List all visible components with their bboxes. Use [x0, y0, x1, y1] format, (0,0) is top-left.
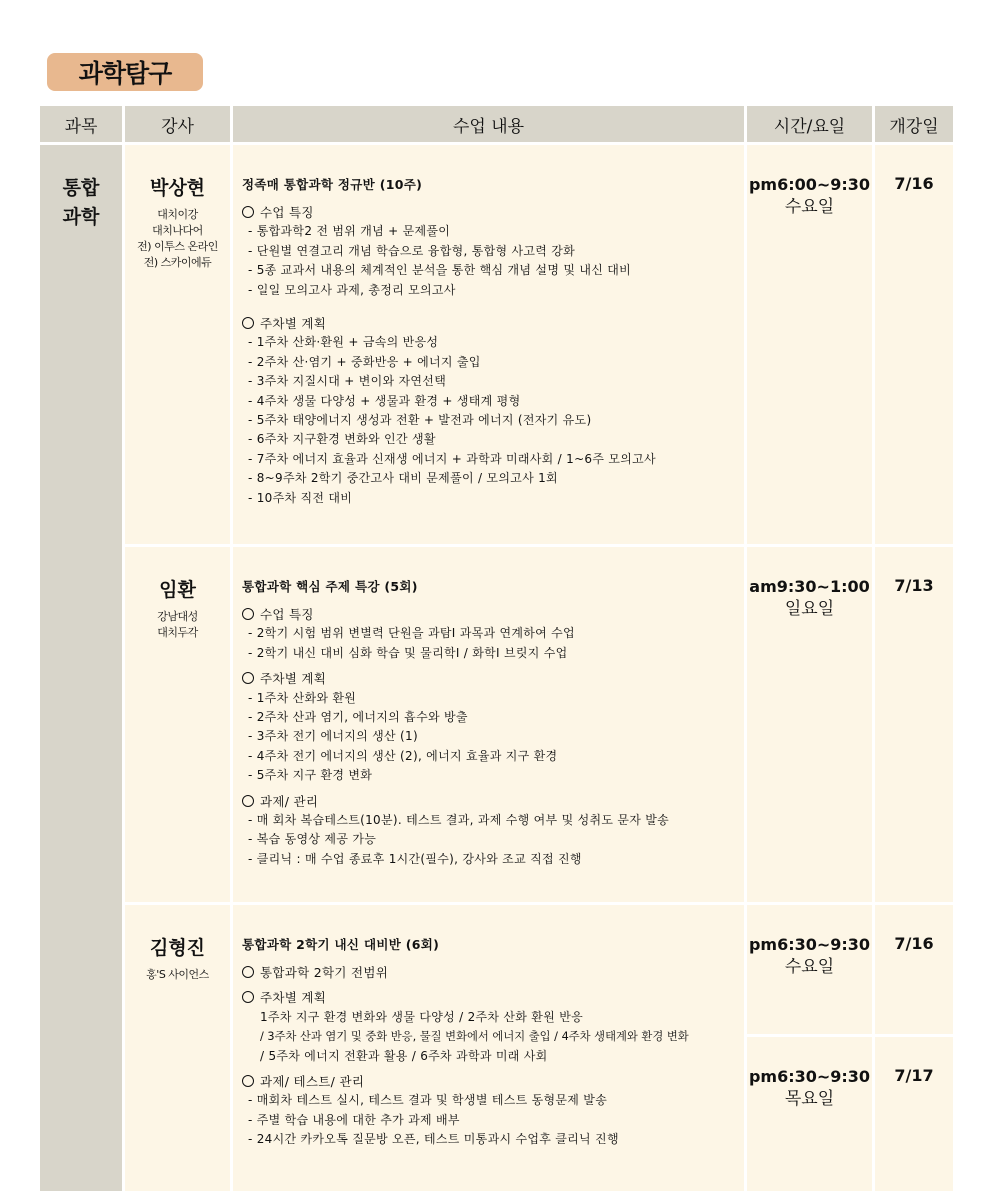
list-item: - 3주차 전기 에너지의 생산 (1) — [248, 729, 418, 744]
class-time — [747, 174, 872, 218]
time-range: pm6:30~9:30 — [748, 1067, 871, 1086]
list-item: - 5주차 태양에너지 생성과 전환 + 발전과 에너지 (전자기 유도) — [248, 413, 592, 428]
class-title: 통합과학 2학기 내신 대비반 (6회) — [242, 937, 440, 952]
circle-bullet-icon — [242, 795, 254, 807]
list-item: - 2주차 산과 염기, 에너지의 흡수와 방출 — [248, 710, 468, 725]
time-range: am9:30~1:00 — [749, 577, 870, 596]
open-date-cell — [875, 145, 953, 544]
content-cell — [233, 145, 744, 544]
teacher-info-line: 홍'S 사이언스 — [146, 968, 209, 981]
teacher-info-line: 전) 이투스 온라인 — [137, 240, 218, 253]
teacher-name: 박상현 — [149, 177, 206, 199]
open-date-cell — [875, 1037, 953, 1191]
teacher-cell — [125, 547, 230, 902]
content-section — [242, 1072, 744, 1150]
circle-bullet-icon — [242, 966, 254, 978]
list-item: - 24시간 카카오톡 질문방 오픈, 테스트 미통과시 수업후 클리닉 진행 — [248, 1132, 619, 1147]
content-cell — [233, 547, 744, 902]
list-item: - 6주차 지구환경 변화와 인간 생활 — [248, 432, 436, 447]
circle-bullet-icon — [242, 991, 254, 1003]
list-item: - 2주차 산·염기 + 중화반응 + 에너지 출입 — [248, 354, 481, 369]
list-item: - 클리닉 : 매 수업 종료후 1시간(필수), 강사와 조교 직접 진행 — [248, 851, 582, 866]
circle-bullet-icon — [242, 206, 254, 218]
content-section — [242, 605, 744, 663]
teacher-info-line: 대치두각 — [157, 626, 198, 639]
list-item: 1주차 지구 환경 변화와 생물 다양성 / 2주차 산화 환원 반응 — [260, 1009, 583, 1024]
time-range: pm6:00~9:30 — [748, 175, 871, 194]
list-item: / 3주차 산과 염기 및 중화 반응, 물질 변화에서 에너지 출입 / 4주차 생태계와 환경 변화 — [260, 1030, 689, 1044]
teacher-name: 임환 — [159, 579, 196, 601]
weekday: 수요일 — [784, 957, 835, 977]
section-heading: 과제/ 테스트/ 관리 — [242, 1072, 744, 1091]
list-item: - 4주차 전기 에너지의 생산 (2), 에너지 효율과 지구 환경 — [248, 748, 558, 763]
section-heading: 통합과학 2학기 전범위 — [242, 963, 744, 982]
class-time — [747, 1066, 872, 1110]
header-teacher: 강사 — [125, 106, 230, 142]
open-date: 7/16 — [894, 934, 934, 953]
section-heading: 과제/ 관리 — [242, 792, 744, 811]
list-item: - 7주차 에너지 효율과 신재생 에너지 + 과학과 미래사회 / 1~6주 모의고사 — [248, 451, 656, 466]
circle-bullet-icon — [242, 608, 254, 620]
header-time: 시간/요일 — [747, 106, 872, 142]
weekday: 목요일 — [784, 1089, 835, 1109]
list-item: - 단원별 연결고리 개념 학습으로 융합형, 통합형 사고력 강화 — [248, 243, 576, 258]
list-item: - 통합과학2 전 범위 개념 + 문제풀이 — [248, 224, 451, 239]
list-item: - 2학기 내신 대비 심화 학습 및 물리학Ⅰ / 화학Ⅰ 브릿지 수업 — [248, 645, 568, 660]
teacher-info-line: 대치이강 — [157, 208, 198, 221]
section-heading: 수업 특징 — [242, 605, 744, 624]
teacher-cell — [125, 905, 230, 1191]
teacher-info-line: 강남대성 — [157, 610, 198, 623]
subject-line-1: 통합 — [62, 177, 100, 199]
circle-bullet-icon — [242, 317, 254, 329]
header-open-date: 개강일 — [875, 106, 953, 142]
class-time — [747, 934, 872, 978]
teacher-name: 김형진 — [149, 937, 206, 959]
open-date: 7/13 — [894, 576, 934, 595]
time-cell — [747, 547, 872, 902]
list-item: - 5종 교과서 내용의 체계적인 분석을 통한 핵심 개념 설명 및 내신 대비 — [248, 263, 632, 278]
teacher-info-line: 대치나다어 — [152, 224, 203, 237]
open-date-cell — [875, 905, 953, 1034]
subject-name — [40, 174, 122, 232]
teacher-info — [125, 967, 230, 983]
list-item: - 매 회차 복습테스트(10분). 테스트 결과, 과제 수행 여부 및 성취도 문자 발송 — [248, 813, 670, 828]
class-title: 통합과학 핵심 주제 특강 (5회) — [242, 579, 418, 594]
time-cell — [747, 1037, 872, 1191]
content-section — [242, 988, 744, 1066]
time-range: pm6:30~9:30 — [748, 935, 871, 954]
list-item: - 매회차 테스트 실시, 테스트 결과 및 학생별 테스트 동형문제 발송 — [248, 1093, 608, 1108]
content-section — [242, 963, 744, 982]
time-cell — [747, 905, 872, 1034]
open-date: 7/16 — [894, 174, 934, 193]
list-item: - 5주차 지구 환경 변화 — [248, 768, 373, 783]
content-section — [242, 314, 744, 508]
list-item: - 8~9주차 2학기 중간고사 대비 문제풀이 / 모의고사 1회 — [248, 471, 558, 486]
section-heading: 주차별 계획 — [242, 314, 744, 333]
teacher-cell — [125, 145, 230, 544]
circle-bullet-icon — [242, 1075, 254, 1087]
list-item: - 3주차 지질시대 + 변이와 자연선택 — [248, 374, 447, 389]
list-item: - 복습 동영상 제공 가능 — [248, 832, 377, 847]
teacher-info — [125, 609, 230, 641]
content-section — [242, 792, 744, 870]
list-item: - 주별 학습 내용에 대한 추가 과제 배부 — [248, 1112, 460, 1127]
section-heading: 주차별 계획 — [242, 988, 744, 1007]
list-item: / 5주차 에너지 전환과 활용 / 6주차 과학과 미래 사회 — [260, 1048, 548, 1063]
content-section — [242, 669, 744, 785]
header-content: 수업 내용 — [233, 106, 744, 142]
list-item: - 1주차 산화와 환원 — [248, 690, 357, 705]
list-item: - 10주차 직전 대비 — [248, 490, 353, 505]
content-cell — [233, 905, 744, 1191]
list-item: - 4주차 생물 다양성 + 생물과 환경 + 생태계 평형 — [248, 393, 521, 408]
open-date: 7/17 — [894, 1066, 934, 1085]
section-heading: 주차별 계획 — [242, 669, 744, 688]
section-heading: 수업 특징 — [242, 203, 744, 222]
header-subject: 과목 — [40, 106, 122, 142]
class-time — [747, 576, 872, 620]
teacher-info — [125, 207, 230, 271]
weekday: 수요일 — [784, 197, 835, 217]
list-item: - 일일 모의고사 과제, 총정리 모의고사 — [248, 282, 456, 297]
open-date-cell — [875, 547, 953, 902]
teacher-info-line: 전) 스카이에듀 — [143, 256, 212, 269]
subject-line-2: 과학 — [62, 206, 100, 228]
list-item: - 2학기 시험 범위 변별력 단원을 과탐Ⅰ 과목과 연계하여 수업 — [248, 626, 575, 641]
time-cell — [747, 145, 872, 544]
list-item: - 1주차 산화·환원 + 금속의 반응성 — [248, 335, 439, 350]
content-section — [242, 203, 744, 300]
subject-column — [40, 145, 122, 1191]
weekday: 일요일 — [784, 599, 835, 619]
section-title-badge: 과학탐구 — [47, 53, 203, 91]
class-title: 정족매 통합과학 정규반 (10주) — [242, 177, 423, 192]
circle-bullet-icon — [242, 672, 254, 684]
